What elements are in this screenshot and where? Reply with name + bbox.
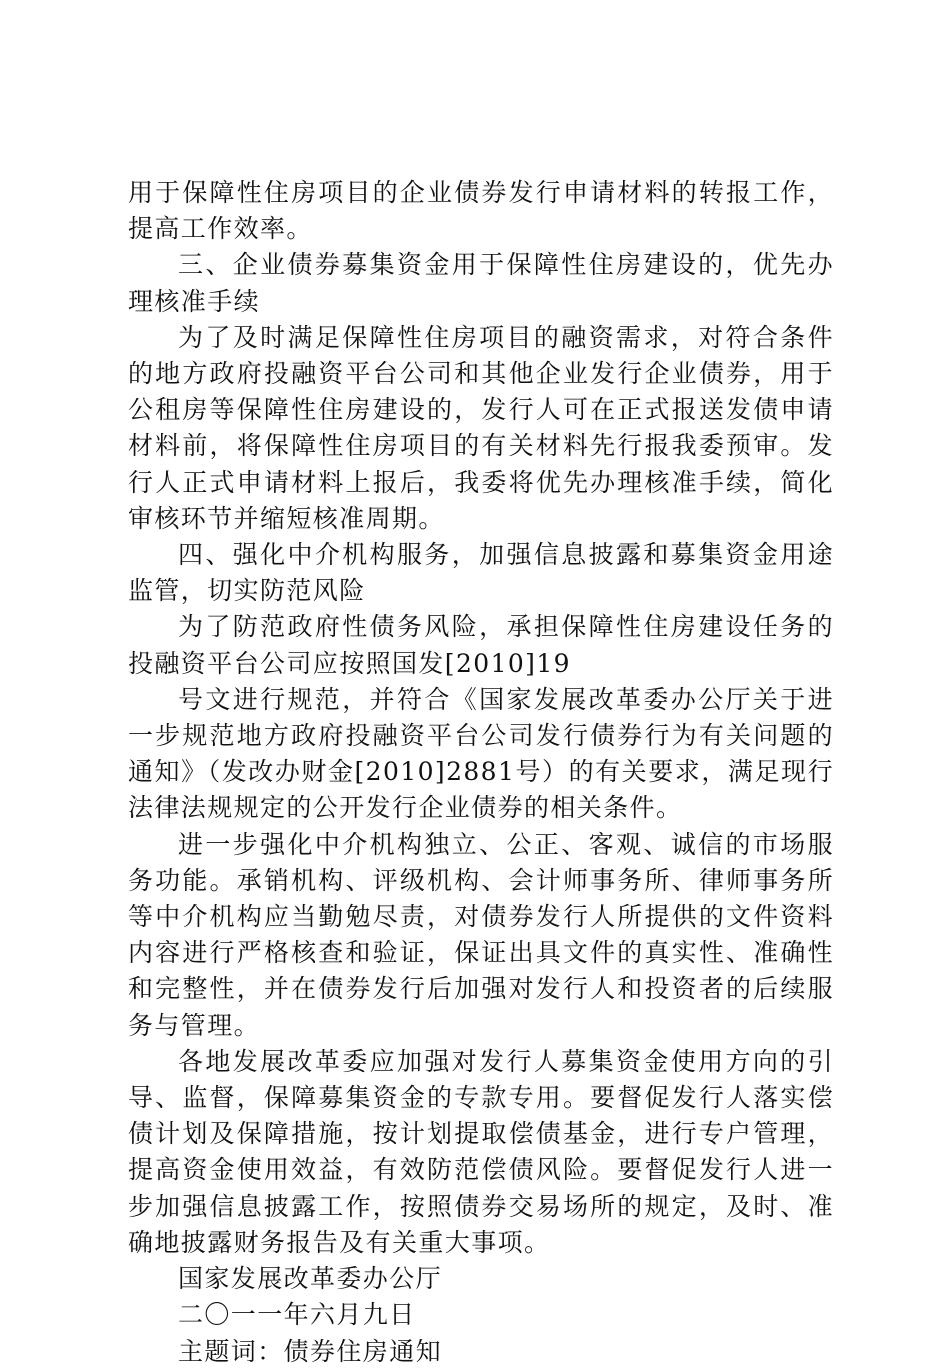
- section-heading-4: 四、强化中介机构服务，加强信息披露和募集资金用途监管，切实防范风险: [128, 540, 834, 606]
- paragraph-continuation: 用于保障性住房项目的企业债券发行申请材料的转报工作，提高工作效率。: [128, 178, 834, 244]
- keywords-line: 主题词：债券住房通知: [178, 1336, 443, 1366]
- issuer-name: 国家发展改革委办公厅: [178, 1264, 443, 1294]
- section-heading-3: 三、企业债券募集资金用于保障性住房建设的，优先办理核准手续: [128, 250, 834, 316]
- paragraph: 为了及时满足保障性住房项目的融资需求，对符合条件的地方政府投融资平台公司和其他企业发行企业债券，用于公租房等保障性住房建设的，发行人可在正式报送发债申请材料前，将保障性住房项目的有关材料先行报我委预审。发行人正式申请材料上报后，我委将优先办理核准手续，简化审核环节并缩短核准周期。: [128, 322, 834, 533]
- paragraph: 各地发展改革委应加强对发行人募集资金使用方向的引导、监督，保障募集资金的专款专用。要督促发行人落实偿债计划及保障措施，按计划提取偿债基金，进行专户管理，提高资金使用效益，有效防范偿债风险。要督促发行人进一步加强信息披露工作，按照债券交易场所的规定，及时、准确地披露财务报告及有关重大事项。: [128, 1046, 834, 1257]
- paragraph: 进一步强化中介机构独立、公正、客观、诚信的市场服务功能。承销机构、评级机构、会计师事务所、律师事务所等中介机构应当勤勉尽责，对债券发行人所提供的文件资料内容进行严格核查和验证，保证出具文件的真实性、准确性和完整性，并在债券发行后加强对发行人和投资者的后续服务与管理。: [128, 829, 834, 1040]
- paragraph: 号文进行规范，并符合《国家发展改革委办公厅关于进一步规范地方政府投融资平台公司发行债券行为有关问题的通知》（发改办财金[2010]2881号）的有关要求，满足现行法律法规规定的公开发行企业债券的相关条件。: [128, 684, 834, 823]
- document-body: [128, 175, 834, 1370]
- issue-date: 二〇一一年六月九日: [178, 1300, 416, 1330]
- paragraph: 为了防范政府性债务风险，承担保障性住房建设任务的投融资平台公司应按照国发[2010]19: [128, 612, 834, 678]
